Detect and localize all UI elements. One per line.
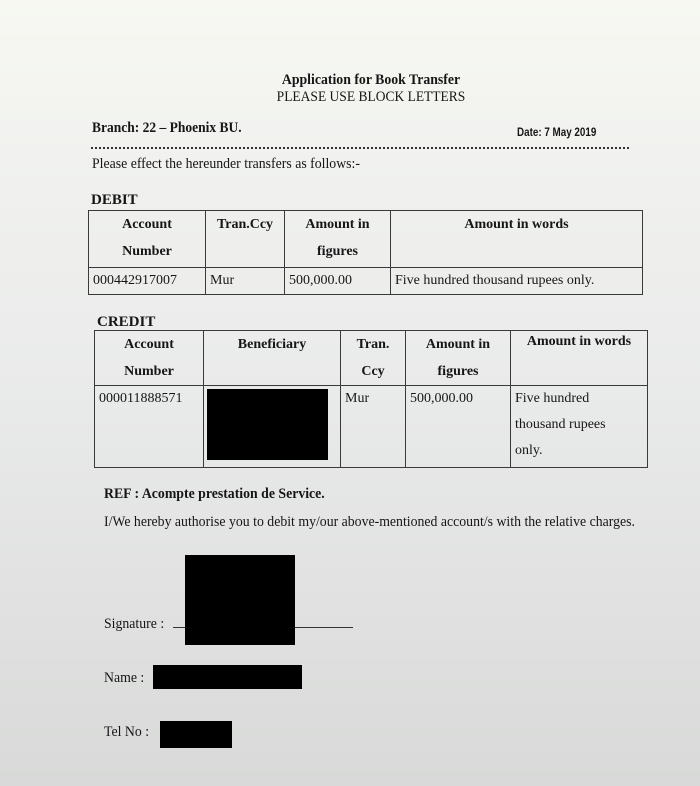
document-subtitle: PLEASE USE BLOCK LETTERS	[276, 89, 466, 105]
debit-header-row	[89, 211, 643, 268]
debit-table	[88, 210, 643, 295]
credit-col-currency: Tran. Ccy	[341, 331, 406, 386]
document-title: Application for Book Transfer	[281, 72, 461, 88]
branch-label: Branch: 22 – Phoenix BU.	[92, 120, 242, 136]
credit-table	[94, 330, 648, 468]
debit-col-amount-figures: Amount in figures	[285, 211, 391, 268]
credit-col-account-number: Account Number	[95, 331, 204, 386]
credit-amount-words: Five hundred thousand rupees only.	[511, 386, 648, 468]
credit-col-beneficiary: Beneficiary	[204, 331, 341, 386]
debit-col-amount-words: Amount in words	[391, 211, 643, 268]
debit-col-currency: Tran.Ccy	[206, 211, 285, 268]
signature-redaction-box	[185, 555, 295, 645]
credit-section-label: CREDIT	[97, 314, 156, 330]
credit-header-row	[95, 331, 648, 386]
name-redaction-box	[153, 665, 302, 689]
signature-label: Signature :	[104, 616, 165, 632]
name-label: Name :	[104, 670, 145, 686]
tel-label: Tel No :	[104, 724, 150, 740]
beneficiary-redaction-box	[207, 389, 328, 460]
reference-text: REF : Acompte prestation de Service.	[104, 486, 325, 502]
intro-text: Please effect the hereunder transfers as follows:-	[92, 156, 360, 172]
credit-currency: Mur	[341, 386, 406, 468]
debit-col-account-number: Account Number	[89, 211, 206, 268]
debit-amount-figures: 500,000.00	[285, 268, 391, 295]
date-label: Date: 7 May 2019	[517, 125, 597, 139]
debit-account-number: 000442917007	[89, 268, 206, 295]
tel-redaction-box	[160, 721, 232, 748]
debit-currency: Mur	[206, 268, 285, 295]
table-row	[95, 386, 648, 468]
dashed-separator	[91, 147, 629, 149]
credit-col-amount-words: Amount in words	[511, 331, 648, 386]
debit-amount-words: Five hundred thousand rupees only.	[391, 268, 643, 295]
table-row	[89, 268, 643, 295]
credit-amount-figures: 500,000.00	[406, 386, 511, 468]
authorisation-text: I/We hereby authorise you to debit my/our above-mentioned account/s with the relative charges.	[104, 514, 635, 530]
credit-col-amount-figures: Amount in figures	[406, 331, 511, 386]
credit-account-number: 000011888571	[95, 386, 204, 468]
debit-section-label: DEBIT	[91, 192, 138, 208]
